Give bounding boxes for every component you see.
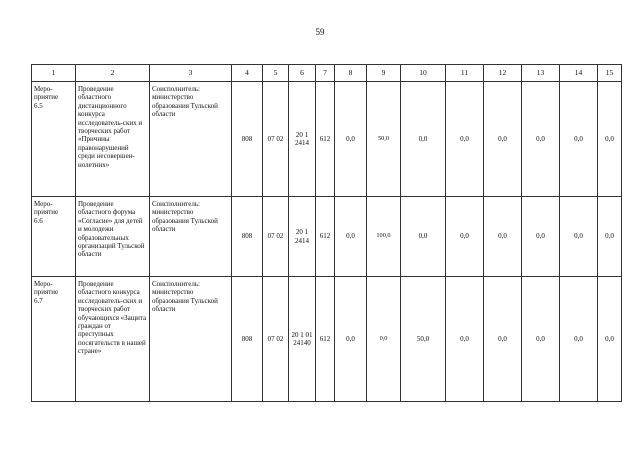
table-header-row [32, 65, 622, 82]
table-cell: 808 [232, 277, 263, 402]
event-name-cell: Проведение областного дистанционного конкурса исследователь-ских и творческих работ «Причины правонарушений среди несовершен-нолетних» [76, 82, 150, 197]
executor-cell: Соисполнитель: министерство образования Тульской области [150, 197, 232, 277]
event-number-cell: Меро- приятие 6.6 [32, 197, 76, 277]
table-cell: 100,0 [367, 197, 401, 277]
column-header: 4 [232, 65, 263, 82]
table-cell: 20 1 2414 [289, 82, 316, 197]
table-cell: 0,0 [367, 277, 401, 402]
page-number: 59 [315, 27, 325, 37]
column-header: 7 [316, 65, 335, 82]
table-cell: 07 02 [263, 277, 289, 402]
table-cell: 07 02 [263, 197, 289, 277]
column-header: 15 [598, 65, 622, 82]
table-cell: 612 [316, 277, 335, 402]
table-row [32, 82, 622, 197]
table-cell: 0,0 [598, 197, 622, 277]
table-cell: 0,0 [335, 197, 367, 277]
event-number-cell: Меро- приятие 6.5 [32, 82, 76, 197]
table-cell: 0,0 [401, 197, 446, 277]
table-cell: 0,0 [484, 197, 522, 277]
column-header: 12 [484, 65, 522, 82]
table-cell: 0,0 [335, 82, 367, 197]
table-cell: 0,0 [522, 197, 560, 277]
column-header: 1 [32, 65, 76, 82]
table-cell: 07 02 [263, 82, 289, 197]
event-name-cell: Проведение областного конкурса исследователь-ских и творческих работ обучающихся «Защита граждан от преступных посягательств в нашей стране» [76, 277, 150, 402]
table-cell: 612 [316, 82, 335, 197]
column-header: 5 [263, 65, 289, 82]
event-name-cell: Проведение областного форума «Согласие» для детей и молодежи образовательных организаций Тульской области [76, 197, 150, 277]
table-cell: 50,0 [367, 82, 401, 197]
table-cell: 0,0 [522, 277, 560, 402]
event-number-cell: Меро- приятие 6.7 [32, 277, 76, 402]
table-cell: 0,0 [446, 277, 484, 402]
table-cell: 0,0 [484, 82, 522, 197]
table-cell: 0,0 [560, 197, 598, 277]
column-header: 9 [367, 65, 401, 82]
table-row [32, 197, 622, 277]
table-cell: 0,0 [335, 277, 367, 402]
budget-table [31, 64, 622, 402]
table-cell: 0,0 [522, 82, 560, 197]
executor-cell: Соисполнитель: министерство образования Тульской области [150, 277, 232, 402]
column-header: 2 [76, 65, 150, 82]
table-cell: 20 1 2414 [289, 197, 316, 277]
table-cell: 0,0 [560, 277, 598, 402]
table-cell: 612 [316, 197, 335, 277]
table-cell: 0,0 [598, 277, 622, 402]
column-header: 11 [446, 65, 484, 82]
column-header: 10 [401, 65, 446, 82]
table-cell: 50,0 [401, 277, 446, 402]
column-header: 6 [289, 65, 316, 82]
table-cell: 0,0 [446, 197, 484, 277]
table-cell: 0,0 [401, 82, 446, 197]
table-cell: 0,0 [484, 277, 522, 402]
table-cell: 808 [232, 197, 263, 277]
table-row [32, 277, 622, 402]
column-header: 8 [335, 65, 367, 82]
executor-cell: Соисполнитель: министерство образования Тульской области [150, 82, 232, 197]
column-header: 13 [522, 65, 560, 82]
column-header: 3 [150, 65, 232, 82]
table-cell: 808 [232, 82, 263, 197]
table-cell: 0,0 [598, 82, 622, 197]
table-cell: 0,0 [446, 82, 484, 197]
column-header: 14 [560, 65, 598, 82]
table-cell: 0,0 [560, 82, 598, 197]
table-cell: 20 1 01 24140 [289, 277, 316, 402]
